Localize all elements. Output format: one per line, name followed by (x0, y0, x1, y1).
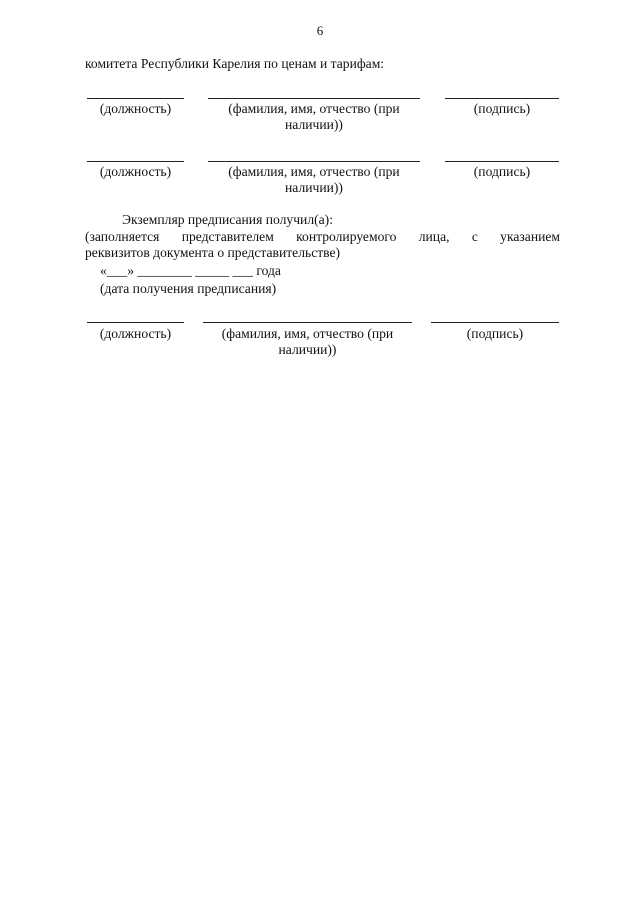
signature-caption: (подпись) (466, 326, 524, 341)
signature-line[interactable] (431, 322, 559, 323)
position-line[interactable] (87, 98, 184, 99)
full-name-line[interactable] (208, 161, 420, 162)
signature-caption: (подпись) (473, 101, 531, 116)
receipt-note-line-2: реквизитов документа о представительстве) (85, 245, 341, 260)
intro-line: комитета Республики Карелия по ценам и тарифам: (85, 56, 385, 71)
full-name-caption: (фамилия, имя, отчество (при наличии)) (221, 326, 394, 357)
receipt-date-field[interactable]: «___» ________ _____ ___ года (100, 263, 281, 278)
signature-line[interactable] (445, 161, 559, 162)
position-caption: (должность) (99, 101, 172, 116)
receipt-heading: Экземпляр предписания получил(а): (122, 212, 333, 227)
position-caption: (должность) (99, 164, 172, 179)
position-caption: (должность) (99, 326, 172, 341)
full-name-line[interactable] (208, 98, 420, 99)
full-name-line[interactable] (203, 322, 412, 323)
position-line[interactable] (87, 322, 184, 323)
full-name-caption: (фамилия, имя, отчество (при наличии)) (228, 101, 400, 132)
signature-line[interactable] (445, 98, 559, 99)
receipt-date-caption: (дата получения предписания) (100, 281, 277, 296)
full-name-caption: (фамилия, имя, отчество (при наличии)) (228, 164, 400, 195)
page-number: 6 (316, 23, 324, 38)
signature-caption: (подпись) (473, 164, 531, 179)
position-line[interactable] (87, 161, 184, 162)
receipt-note-line-1: (заполняется представителем контролируемого лица, с указанием (85, 229, 560, 244)
